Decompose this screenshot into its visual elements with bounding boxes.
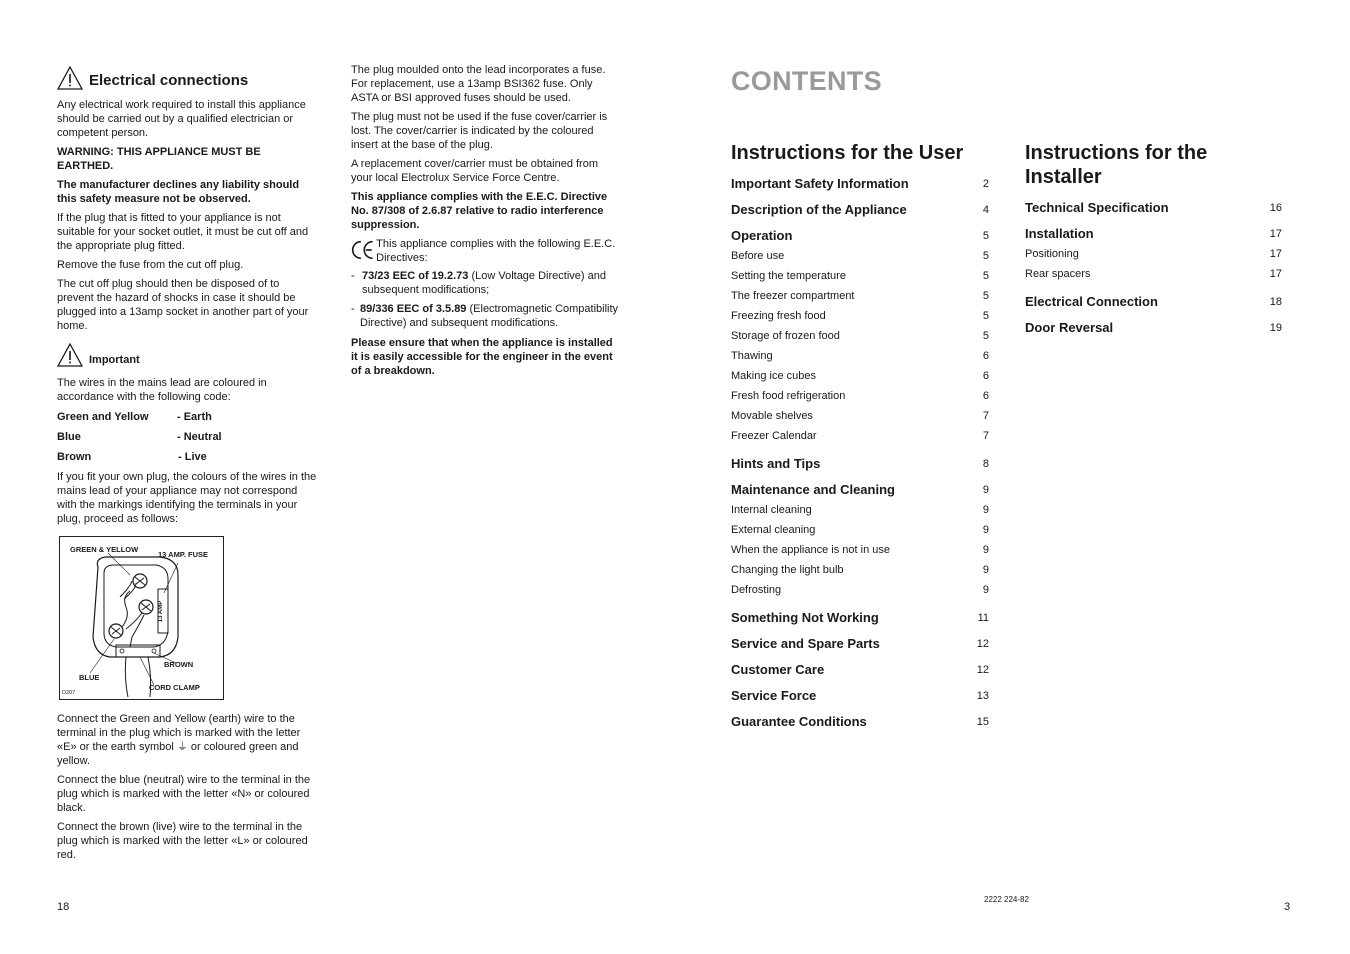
wire-meaning: - Neutral bbox=[177, 431, 222, 443]
plug-wiring-diagram bbox=[59, 536, 224, 700]
toc-entry-page: 8 bbox=[982, 458, 989, 470]
wire-colour: Green and Yellow bbox=[57, 411, 149, 423]
important-heading bbox=[57, 343, 319, 367]
fuse-vertical-label: 13 AMP bbox=[158, 600, 165, 623]
toc-entry-label: Door Reversal bbox=[1025, 320, 1114, 335]
toc-entry-label: Description of the Appliance bbox=[731, 202, 907, 217]
intro-text: Any electrical work required to install this appliance should be carried out by a qualified electrician or competent person. bbox=[57, 99, 306, 139]
cover-lost-text: The plug must not be used if the fuse cover/carrier is lost. The cover/carrier is indicated by the coloured insert at the base of the plug. bbox=[351, 111, 608, 151]
ce-text: This appliance complies with the following E.E.C. Directives: bbox=[376, 238, 616, 264]
warning-icon bbox=[57, 66, 83, 90]
ce-mark-icon bbox=[351, 237, 374, 263]
toc-entry-page: 6 bbox=[982, 370, 989, 382]
toc-entry-page: 16 bbox=[1269, 202, 1282, 214]
fuse-information-section bbox=[351, 63, 619, 378]
section-heading bbox=[57, 66, 319, 90]
toc-entry-page: 5 bbox=[982, 250, 989, 262]
toc-entry-label: Something Not Working bbox=[731, 610, 879, 625]
toc-entry-page: 5 bbox=[982, 270, 989, 282]
fuse-info-text: The plug moulded onto the lead incorporates a fuse. For replacement, use a 13amp BSI362 fuse. Only ASTA or BSI approved fuses should be used. bbox=[351, 64, 606, 104]
toc-entry-page: 9 bbox=[982, 544, 989, 556]
toc-entry-label: Rear spacers bbox=[1025, 268, 1091, 280]
installer-instructions-title: Instructions for the Installer bbox=[1025, 142, 1208, 188]
toc-entry-label: Making ice cubes bbox=[731, 370, 816, 382]
directive-dash: - bbox=[351, 270, 355, 282]
toc-entry-label: The freezer compartment bbox=[731, 290, 855, 302]
wire-meaning: - Earth bbox=[177, 411, 212, 423]
page-number-left: 18 bbox=[57, 901, 70, 913]
remove-fuse-text: Remove the fuse from the cut off plug. bbox=[57, 259, 244, 271]
cord-clamp-label: CORD CLAMP bbox=[149, 683, 200, 692]
plug-not-suitable-text: If the plug that is fitted to your appliance is not suitable for your socket outlet, it must be cut off and the appropriate plug fitted. bbox=[57, 212, 309, 252]
toc-entry-page: 15 bbox=[976, 716, 989, 728]
electrical-connections-section bbox=[57, 66, 319, 867]
toc-entry-label: Changing the light bulb bbox=[731, 564, 844, 576]
directive-desc: (Low Voltage Directive) and subsequent modifications; bbox=[361, 270, 606, 296]
directive-desc: (Electromagnetic Compatibility Directive) and subsequent modifications. bbox=[360, 303, 619, 329]
toc-entry-page: 11 bbox=[977, 612, 989, 624]
toc-entry-page: 17 bbox=[1269, 248, 1282, 260]
toc-entry-page: 5 bbox=[982, 310, 989, 322]
earth-warning: WARNING: THIS APPLIANCE MUST BE EARTHED. bbox=[57, 146, 261, 172]
toc-entry-label: Movable shelves bbox=[731, 410, 813, 422]
wire-code-row bbox=[57, 450, 319, 464]
directive-code: 73/23 EEC of 19.2.73 bbox=[361, 270, 469, 282]
green-yellow-label: GREEN & YELLOW bbox=[70, 545, 139, 554]
toc-entry-label: Positioning bbox=[1025, 248, 1079, 260]
wires-intro-text: The wires in the mains lead are coloured in accordance with the following code: bbox=[57, 377, 267, 403]
toc-entry-label: Important Safety Information bbox=[731, 176, 909, 191]
toc-entry-page: 4 bbox=[982, 204, 989, 216]
toc-entry-page: 19 bbox=[1269, 322, 1282, 334]
toc-entry-label: Operation bbox=[731, 228, 793, 243]
toc-entry-page: 17 bbox=[1269, 268, 1282, 280]
toc-entry-label: Technical Specification bbox=[1025, 200, 1169, 215]
toc-entry-label: Installation bbox=[1025, 226, 1094, 241]
toc-entry-label: Maintenance and Cleaning bbox=[731, 482, 895, 497]
toc-entry-page: 9 bbox=[982, 564, 989, 576]
toc-entry-page: 5 bbox=[982, 330, 989, 342]
toc-entry-page: 9 bbox=[982, 584, 989, 596]
toc-entry-label: Defrosting bbox=[731, 584, 782, 596]
eec-compliance-text: This appliance complies with the E.E.C. Directive No. 87/308 of 2.6.87 relative to radio interference suppression. bbox=[351, 191, 608, 231]
directive-dash: - bbox=[351, 303, 355, 315]
toc-entry-page: 17 bbox=[1269, 228, 1282, 240]
toc-entry-page: 5 bbox=[982, 230, 989, 242]
directive-item bbox=[351, 302, 619, 330]
directive-code: 89/336 EEC of 3.5.89 bbox=[360, 303, 467, 315]
toc-entry-label: Customer Care bbox=[731, 662, 825, 677]
wire-code-row bbox=[57, 410, 319, 424]
toc-entry-page: 12 bbox=[976, 638, 989, 650]
accessible-text: Please ensure that when the appliance is installed it is easily accessible for the engineer in the event of a breakdown. bbox=[351, 337, 613, 377]
ce-compliance bbox=[351, 237, 619, 265]
toc-entry-label: When the appliance is not in use bbox=[731, 544, 890, 556]
page-number-right: 3 bbox=[1284, 901, 1291, 913]
own-plug-text: If you fit your own plug, the colours of the wires in the mains lead of your appliance may not correspond with the markings identifying the terminals in your plug, proceed as follows: bbox=[57, 471, 317, 525]
toc-entry-page: 9 bbox=[982, 504, 989, 516]
diagram-ref: D207 bbox=[62, 690, 76, 696]
warning-icon bbox=[57, 343, 83, 367]
toc-entry-label: Storage of frozen food bbox=[731, 330, 840, 342]
toc-entry-label: Freezing fresh food bbox=[731, 310, 826, 322]
toc-entry-label: Guarantee Conditions bbox=[731, 714, 867, 729]
blue-label: BLUE bbox=[79, 673, 100, 682]
document-code: 2222 224-82 bbox=[984, 895, 1029, 904]
toc-entry-page: 9 bbox=[982, 524, 989, 536]
replacement-text: A replacement cover/carrier must be obtained from your local Electrolux Service Force Centre. bbox=[351, 158, 599, 184]
toc-entry-label: Hints and Tips bbox=[731, 456, 821, 471]
toc-entry-label: Before use bbox=[731, 250, 785, 262]
brown-label: BROWN bbox=[164, 660, 194, 669]
connect-green-text: Connect the Green and Yellow (earth) wire to the terminal in the plug which is marked with the letter «E» or the earth symbol ⏚ or coloured green and yellow. bbox=[57, 713, 301, 767]
connect-blue-text: Connect the blue (neutral) wire to the terminal in the plug which is marked with the letter «N» or coloured black. bbox=[57, 774, 311, 814]
toc-entry-page: 18 bbox=[1269, 296, 1282, 308]
toc-entry-label: Service Force bbox=[731, 688, 817, 703]
toc-entry-label: Thawing bbox=[731, 350, 773, 362]
connect-brown-text: Connect the brown (live) wire to the terminal in the plug which is marked with the letter «L» or coloured red. bbox=[57, 821, 308, 861]
toc-entry-page: 13 bbox=[976, 690, 989, 702]
toc-entry-label: Service and Spare Parts bbox=[731, 636, 880, 651]
important-title: Important bbox=[89, 354, 140, 366]
wire-colour: Brown bbox=[57, 451, 92, 463]
user-instructions-title: Instructions for the User bbox=[731, 142, 964, 164]
toc-entry-page: 2 bbox=[982, 178, 989, 190]
toc-entry-label: Electrical Connection bbox=[1025, 294, 1158, 309]
toc-entry-label: External cleaning bbox=[731, 524, 816, 536]
toc-entry-page: 6 bbox=[982, 390, 989, 402]
toc-entry-page: 6 bbox=[982, 350, 989, 362]
toc-entry-page: 5 bbox=[982, 290, 989, 302]
toc-entry-label: Internal cleaning bbox=[731, 504, 812, 516]
fuse-label: 13 AMP. FUSE bbox=[158, 550, 209, 559]
directive-text bbox=[362, 269, 619, 297]
contents-title: CONTENTS bbox=[731, 66, 882, 96]
toc-entry-page: 7 bbox=[982, 430, 989, 442]
toc-entry-label: Fresh food refrigeration bbox=[731, 390, 846, 402]
toc-entry-page: 12 bbox=[976, 664, 989, 676]
directive-item bbox=[351, 269, 619, 297]
toc-entry-label: Setting the temperature bbox=[731, 270, 846, 282]
wire-meaning: - Live bbox=[178, 451, 207, 463]
section-title: Electrical connections bbox=[89, 72, 249, 89]
toc-entry-page: 9 bbox=[982, 484, 989, 496]
directive-text bbox=[360, 302, 619, 330]
wire-code-row bbox=[57, 430, 319, 444]
installer-toc bbox=[1025, 0, 1282, 954]
user-toc bbox=[731, 0, 989, 954]
toc-entry-page: 7 bbox=[982, 410, 989, 422]
liability-text: The manufacturer declines any liability should this safety measure not be observed. bbox=[57, 179, 300, 205]
wire-colour: Blue bbox=[57, 431, 81, 443]
dispose-text: The cut off plug should then be disposed of to prevent the hazard of shocks in case it should be plugged into a 13amp socket in another part of your home. bbox=[57, 278, 309, 332]
toc-entry-label: Freezer Calendar bbox=[731, 430, 817, 442]
